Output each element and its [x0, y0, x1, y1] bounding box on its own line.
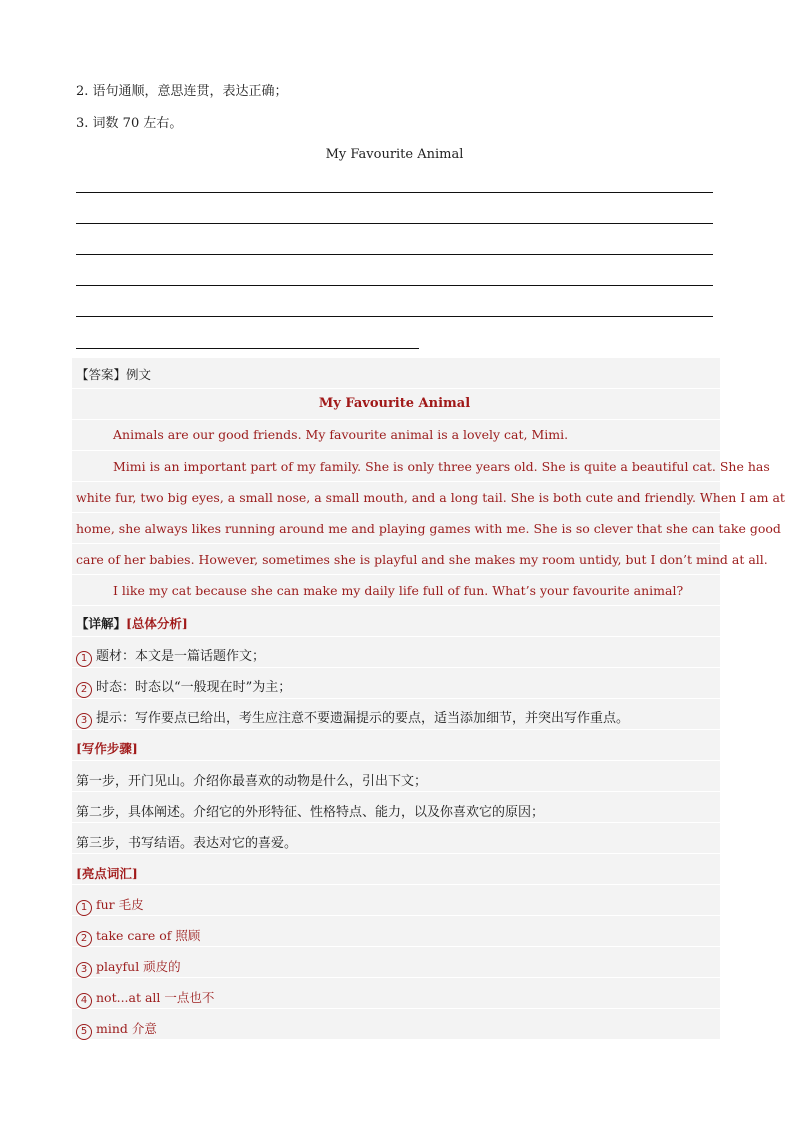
writing-step: 第一步，开门见山。介绍你最喜欢的动物是什么，引出下文； [76, 774, 428, 789]
writing-line [76, 285, 713, 286]
circled-number-5: 5 [76, 1024, 92, 1040]
writing-line-short [76, 348, 419, 349]
highlight-vocab-label: [亮点词汇] [76, 866, 138, 881]
circled-number-3: 3 [76, 962, 92, 978]
circled-number-2: 2 [76, 682, 92, 698]
requirement-3: 3. 词数 70 左右。 [76, 116, 183, 131]
analysis-point-text: 时态：时态以“一般现在时”为主； [96, 680, 292, 695]
answer-heading [76, 365, 151, 383]
vocab-text: mind 介意 [96, 1021, 157, 1036]
vocab-text: take care of 照顾 [96, 928, 201, 943]
circled-number-2: 2 [76, 931, 92, 947]
analysis-point-text: 题材：本文是一篇话题作文； [96, 649, 266, 664]
circled-number-4: 4 [76, 993, 92, 1009]
vocab-text: not...at all 一点也不 [96, 990, 215, 1005]
writing-line [76, 254, 713, 255]
answer-line: Mimi is an important part of my family. She is only three years old. She is quite a beautiful cat. She has [113, 459, 770, 474]
writing-steps-label: [写作步骤] [76, 741, 138, 756]
writing-step: 第三步，书写结语。表达对它的喜爱。 [76, 836, 298, 851]
vocab-item [76, 926, 200, 947]
answer-line: I like my cat because she can make my daily life full of fun. What’s your favourite animal? [113, 583, 684, 598]
analysis-label: 【详解】 [76, 616, 127, 631]
shade-band [72, 884, 720, 915]
writing-step: 第二步，具体阐述。介绍它的外形特征、性格特点、能力，以及你喜欢它的原因； [76, 805, 545, 820]
answer-title: My Favourite Animal [318, 396, 471, 411]
answer-line: white fur, two big eyes, a small nose, a small mouth, and a long tail. She is both cute and friendly. When I am at [76, 490, 785, 505]
requirement-2: 2. 语句通顺，意思连贯，表达正确； [76, 84, 288, 99]
analysis-heading [76, 614, 188, 632]
shade-band [72, 729, 720, 760]
vocab-text: playful 顽皮的 [96, 959, 181, 974]
answer-line: care of her babies. However, sometimes she is playful and she makes my room untidy, but I don’t mind at all. [76, 552, 768, 567]
shade-band [72, 853, 720, 884]
analysis-point-text: 提示：写作要点已给出，考生应注意不要遗漏提示的要点，适当添加细节，并突出写作重点。 [96, 711, 630, 726]
answer-label-suffix: 例文 [126, 367, 152, 382]
answer-line: home, she always likes running around me and playing games with me. She is so clever that she can take good [76, 521, 781, 536]
circled-number-1: 1 [76, 900, 92, 916]
analysis-point [76, 707, 629, 729]
analysis-point [76, 676, 291, 698]
overall-analysis-label: [总体分析] [126, 616, 188, 631]
vocab-text: fur 毛皮 [96, 897, 144, 912]
circled-number-3: 3 [76, 713, 92, 729]
vocab-item [76, 1019, 157, 1040]
analysis-point [76, 645, 265, 667]
circled-number-1: 1 [76, 651, 92, 667]
writing-line [76, 192, 713, 193]
vocab-item [76, 895, 144, 916]
writing-line [76, 223, 713, 224]
answer-line: Animals are our good friends. My favourite animal is a lovely cat, Mimi. [113, 427, 569, 442]
vocab-item [76, 988, 214, 1009]
vocab-item [76, 957, 181, 978]
shade-band [72, 1008, 720, 1039]
answer-label: 【答案】 [76, 367, 127, 382]
writing-line [76, 316, 713, 317]
shade-band [72, 357, 720, 388]
essay-title: My Favourite Animal [325, 147, 464, 162]
